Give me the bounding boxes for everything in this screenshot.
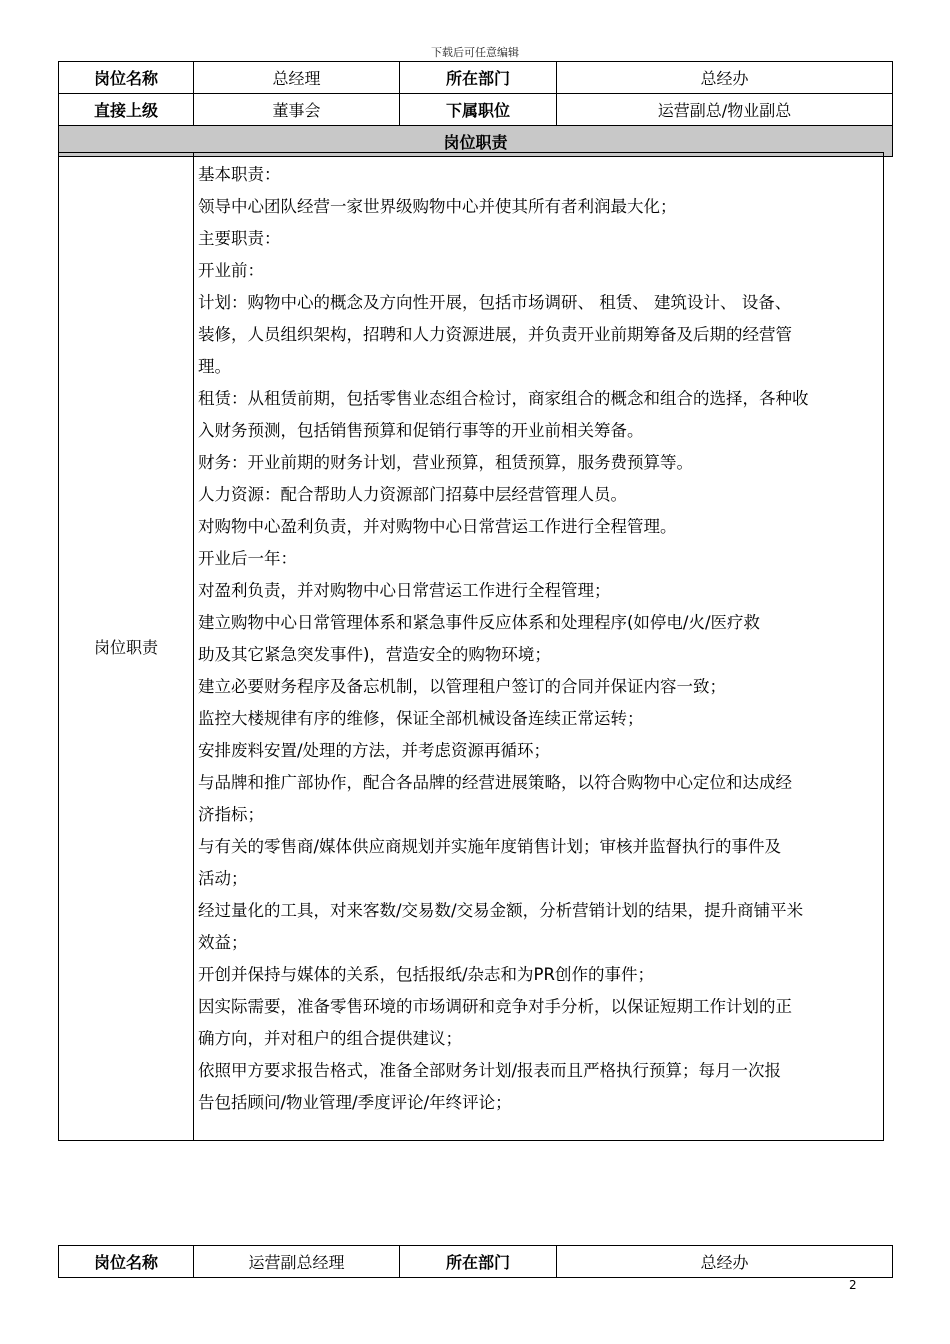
duty-line: 理。 bbox=[198, 357, 231, 376]
job-header-table-2 bbox=[58, 1245, 893, 1278]
duty-line: 租赁：从租赁前期，包括零售业态组合检讨，商家组合的概念和组合的选择，各种收 bbox=[198, 389, 809, 408]
duty-line: 活动； bbox=[198, 869, 248, 888]
watermark-text: 下载后可任意编辑 bbox=[431, 46, 519, 59]
duty-line: 开业前： bbox=[198, 261, 264, 280]
duty-line: 计划：购物中心的概念及方向性开展，包括市场调研、 租赁、 建筑设计、 设备、 bbox=[198, 293, 792, 312]
label-superior: 直接上级 bbox=[59, 94, 194, 126]
duty-line: 基本职责： bbox=[198, 165, 281, 184]
label-position-name-2: 岗位名称 bbox=[59, 1246, 194, 1278]
duty-line: 财务：开业前期的财务计划，营业预算，租赁预算，服务费预算等。 bbox=[198, 453, 693, 472]
duty-line: 告包括顾问/物业管理/季度评论/年终评论； bbox=[198, 1093, 512, 1112]
duty-line: 效益； bbox=[198, 933, 248, 952]
duties-list bbox=[198, 159, 873, 1119]
label-department-2: 所在部门 bbox=[400, 1246, 557, 1278]
duty-line: 主要职责： bbox=[198, 229, 281, 248]
duty-line: 经过量化的工具，对来客数/交易数/交易金额，分析营销计划的结果，提升商铺平米 bbox=[198, 901, 804, 920]
label-subordinates: 下属职位 bbox=[400, 94, 557, 126]
duty-line: 助及其它紧急突发事件)，营造安全的购物环境； bbox=[198, 645, 551, 664]
label-position-name: 岗位名称 bbox=[59, 62, 194, 94]
duty-line: 与品牌和推广部协作，配合各品牌的经营进展策略，以符合购物中心定位和达成经 bbox=[198, 773, 792, 792]
duty-line: 依照甲方要求报告格式，准备全部财务计划/报表而且严格执行预算；每月一次报 bbox=[198, 1061, 782, 1080]
label-department: 所在部门 bbox=[400, 62, 557, 94]
duty-line: 确方向，并对租户的组合提供建议； bbox=[198, 1029, 462, 1048]
duty-line: 济指标； bbox=[198, 805, 264, 824]
duty-line: 开创并保持与媒体的关系，包括报纸/杂志和为PR创作的事件； bbox=[198, 965, 654, 984]
page-number: 2 bbox=[849, 1278, 857, 1292]
section-title: 岗位职责 bbox=[59, 126, 893, 157]
row-position-2 bbox=[59, 1246, 893, 1278]
duty-line: 安排废料安置/处理的方法，并考虑资源再循环； bbox=[198, 741, 551, 760]
duty-line: 建立购物中心日常管理体系和紧急事件反应体系和处理程序(如停电/火/医疗救 bbox=[198, 613, 761, 632]
value-subordinates: 运营副总/物业副总 bbox=[557, 94, 893, 126]
duties-table bbox=[58, 152, 884, 1141]
duty-line: 对盈利负责，并对购物中心日常营运工作进行全程管理； bbox=[198, 581, 611, 600]
duty-line: 监控大楼规律有序的维修，保证全部机械设备连续正常运转； bbox=[198, 709, 644, 728]
value-position-name-2: 运营副总经理 bbox=[194, 1246, 400, 1278]
duty-line: 领导中心团队经营一家世界级购物中心并使其所有者利润最大化； bbox=[198, 197, 677, 216]
duty-line: 因实际需要，准备零售环境的市场调研和竞争对手分析，以保证短期工作计划的正 bbox=[198, 997, 792, 1016]
value-superior: 董事会 bbox=[194, 94, 400, 126]
row-superior bbox=[59, 94, 893, 126]
duty-line: 人力资源：配合帮助人力资源部门招募中层经营管理人员。 bbox=[198, 485, 627, 504]
value-position-name: 总经理 bbox=[194, 62, 400, 94]
duty-line: 建立必要财务程序及备忘机制，以管理租户签订的合同并保证内容一致； bbox=[198, 677, 726, 696]
duty-line: 对购物中心盈利负责，并对购物中心日常营运工作进行全程管理。 bbox=[198, 517, 677, 536]
duty-line: 与有关的零售商/媒体供应商规划并实施年度销售计划；审核并监督执行的事件及 bbox=[198, 837, 782, 856]
duty-line: 装修，人员组织架构，招聘和人力资源进展，并负责开业前期筹备及后期的经营管 bbox=[198, 325, 792, 344]
duty-label: 岗位职责 bbox=[59, 153, 194, 1140]
row-position bbox=[59, 62, 893, 94]
value-department-2: 总经办 bbox=[557, 1246, 893, 1278]
job-header-table bbox=[58, 61, 893, 157]
duty-line: 开业后一年： bbox=[198, 549, 297, 568]
duty-line: 入财务预测，包括销售预算和促销行事等的开业前相关筹备。 bbox=[198, 421, 644, 440]
value-department: 总经办 bbox=[557, 62, 893, 94]
